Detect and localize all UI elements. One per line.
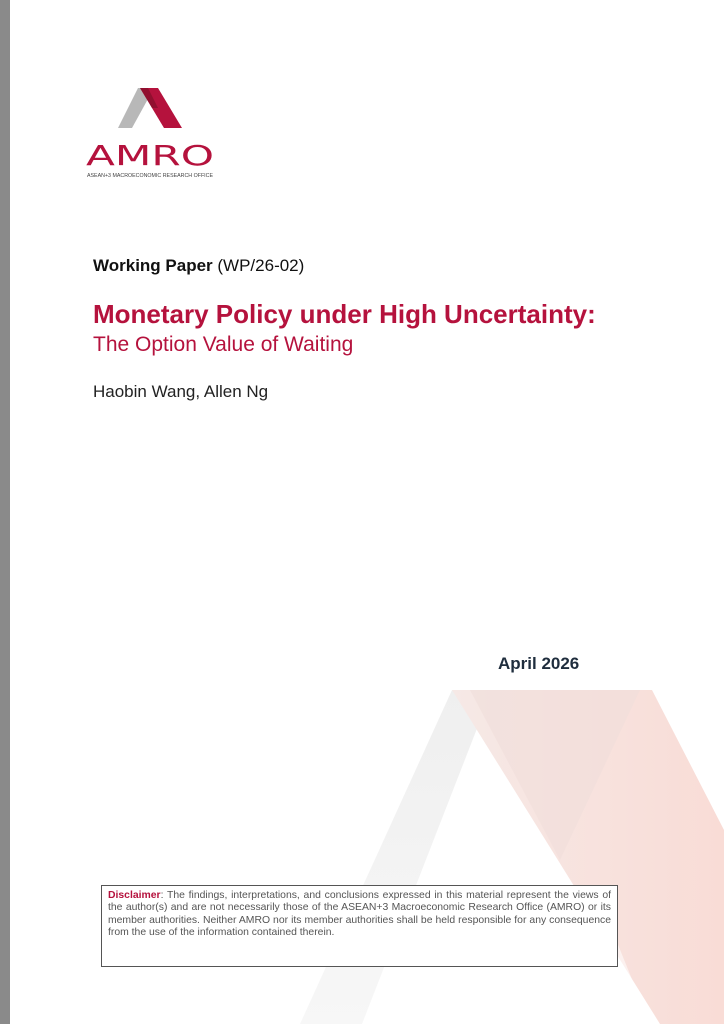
disclaimer-box	[101, 885, 618, 967]
working-paper-label	[93, 256, 304, 276]
amro-logo	[84, 86, 218, 180]
paper-type: Working Paper	[93, 256, 213, 275]
paper-subtitle: The Option Value of Waiting	[93, 333, 354, 356]
logo-tagline: ASEAN+3 MACROECONOMIC RESEARCH OFFICE	[87, 173, 214, 179]
publication-date: April 2026	[498, 654, 580, 673]
paper-title: Monetary Policy under High Uncertainty:	[93, 299, 596, 329]
logo-wordmark: AMRO	[86, 139, 214, 172]
paper-authors: Haobin Wang, Allen Ng	[93, 382, 269, 401]
disclaimer-text: : The findings, interpretations, and conclusions expressed in this material represent the views of the author(s) and are not necessarily those of the ASEAN+3 Macroeconomic Research Office (AMRO) or its member authorities. Neither AMRO nor its member authorities shall be held responsible for any consequence from the use of the information contained therein.	[108, 890, 611, 939]
disclaimer-label: Disclaimer	[108, 890, 161, 901]
paper-number: (WP/26-02)	[217, 256, 305, 275]
left-margin-bar	[0, 0, 10, 1024]
